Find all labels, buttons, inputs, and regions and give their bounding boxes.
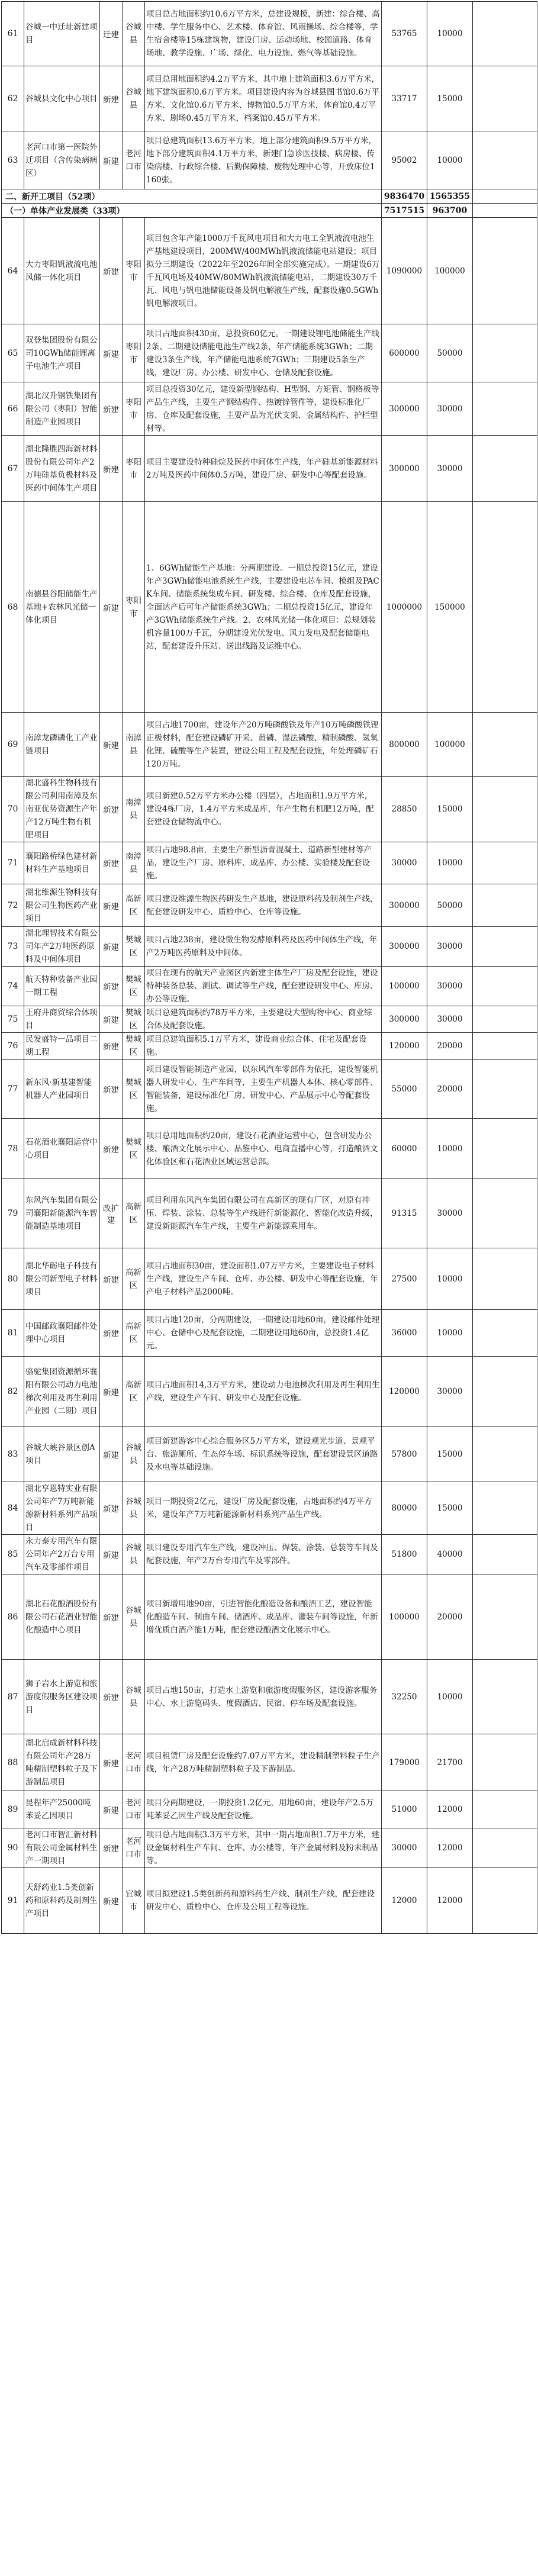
table-row <box>2 1006 537 1033</box>
annual-investment: 15000 <box>427 1427 473 1482</box>
table-row <box>2 1310 537 1357</box>
project-name: 湖北维源生物科技有限公司生物医药产业项目 <box>24 884 100 927</box>
project-name: 骆驼集团资源循环襄阳有限公司动力电池梯次利用及再生利用产业园（二期）项目 <box>24 1357 100 1427</box>
row-number: 71 <box>2 842 24 884</box>
project-name: 永力泰专用汽车有限公司年产2万台专用汽车及零部件项目 <box>24 1535 100 1574</box>
total-investment: 179000 <box>382 1734 427 1791</box>
remarks-cell <box>473 131 537 189</box>
annual-investment: 12000 <box>427 1868 473 1934</box>
annual-investment: 100000 <box>427 713 473 777</box>
project-location: 枣阳市 <box>123 436 145 502</box>
row-number: 91 <box>2 1868 24 1934</box>
construction-type: 新建 <box>100 884 123 927</box>
table-row <box>2 1791 537 1828</box>
table-row <box>2 1427 537 1482</box>
construction-type: 新建 <box>100 324 123 382</box>
table-row <box>2 502 537 713</box>
remarks-cell <box>473 324 537 382</box>
remarks-cell <box>473 1660 537 1734</box>
project-location: 樊城区 <box>123 1119 145 1179</box>
construction-type: 改扩建 <box>100 1179 123 1248</box>
construction-type: 新建 <box>100 1006 123 1033</box>
construction-type: 新建 <box>100 1310 123 1357</box>
row-number: 68 <box>2 502 24 713</box>
row-number: 62 <box>2 66 24 131</box>
project-description: 1、6GWh储能生产基地：分两期建设。一期总投资15亿元，建设年产3GWh储能电池系统生产线，主要建设电芯车间、模组及PACK车间、储能系统集成车间、研发楼、综合楼、仓库及配套设施，全面达产后可年产储能系统3GWh；二期总投资15亿元，建设年产3GWh储能系统生产线。2、农林风光储一体化项目：总规划装机容量100万千瓦，分期建设光伏发电、风力发电及配套储能电站，配套建设升压站、送出线路及运维中心。 <box>145 502 382 713</box>
table-row <box>2 1248 537 1310</box>
project-location: 枣阳市 <box>123 218 145 324</box>
total-investment: 95002 <box>382 131 427 189</box>
construction-type: 迁建 <box>100 2 123 66</box>
project-name: 老河口市智汇新材料有限公司金属材料生产一期项目 <box>24 1828 100 1868</box>
remarks-cell <box>473 1574 537 1660</box>
total-investment: 600000 <box>382 324 427 382</box>
row-number: 84 <box>2 1482 24 1535</box>
project-description: 项目分两期建设，一期投资1.2亿元，用地60亩，建设年产2.5万吨苯妥乙因生产线及配套设施。 <box>145 1791 382 1828</box>
project-location: 谷城县 <box>123 1574 145 1660</box>
project-name: 湖北理智技术有限公司年产2万吨医药原料及中间体项目 <box>24 927 100 967</box>
project-description: 项目占地120亩，分两期建设，一期建设用地60亩，建设邮件处理中心、仓储中心及配套设施，二期建设用地60亩，总投资1.4亿元。 <box>145 1310 382 1357</box>
construction-type: 新建 <box>100 502 123 713</box>
section-total-investment: 9836470 <box>382 189 427 204</box>
remarks-cell <box>473 1791 537 1828</box>
construction-type: 新建 <box>100 436 123 502</box>
construction-type: 新建 <box>100 1248 123 1310</box>
table-row <box>2 842 537 884</box>
section-annual-investment: 963700 <box>427 204 473 218</box>
project-description: 项目占地面积30亩，建设面积1.07万平方米，主要建设电子材料生产线，建设生产车间、仓库、办公楼、研发中心等配套设施，年产电子材料产品2000吨。 <box>145 1248 382 1310</box>
remarks-cell <box>473 1310 537 1357</box>
row-number: 76 <box>2 1033 24 1060</box>
project-name: 王府井商贸综合体项目 <box>24 1006 100 1033</box>
row-number: 90 <box>2 1828 24 1868</box>
project-location: 谷城县 <box>123 1427 145 1482</box>
remarks-cell <box>473 1060 537 1119</box>
row-number: 67 <box>2 436 24 502</box>
project-name: 新东风·新基建智能机器人产业园项目 <box>24 1060 100 1119</box>
table-row <box>2 1119 537 1179</box>
annual-investment: 20000 <box>427 1033 473 1060</box>
row-number: 83 <box>2 1427 24 1482</box>
construction-type: 新建 <box>100 1033 123 1060</box>
project-description: 项目总建筑面积5.1万平方米，建设商业综合体、住宅及配套设施。 <box>145 1033 382 1060</box>
remarks-cell <box>473 1006 537 1033</box>
table-row <box>2 1660 537 1734</box>
project-description: 项目占地98.8亩，主要生产新型沥青混凝土、道路新型建材等产品，建设生产厂房、原料库、成品库、办公楼、实验楼及配套设施。 <box>145 842 382 884</box>
project-name: 东风汽车集团有限公司襄阳新能源汽车智能制造基地项目 <box>24 1179 100 1248</box>
project-name: 航天特种装备产业园一期工程 <box>24 967 100 1006</box>
total-investment: 51000 <box>382 1791 427 1828</box>
annual-investment: 30000 <box>427 1179 473 1248</box>
project-description: 项目总占地面积3.3万平方米，其中一期占地面积1.7万平方米，建设金属材料生产车间、仓库、办公楼等，年产金属材料及粉末制品等。 <box>145 1828 382 1868</box>
annual-investment: 10000 <box>427 131 473 189</box>
total-investment: 800000 <box>382 713 427 777</box>
remarks-cell <box>473 1828 537 1868</box>
table-row <box>2 131 537 189</box>
project-description: 项目占地面积430亩，总投资60亿元。一期建设锂电池储能生产线2条、二期建设储能电池生产线2条，年产储能系统3GWh；二期建设3条生产线，年产储能电池系统7GWh；三期建设5条生产线，建设厂房、办公楼、研发中心、仓储及配套设施。 <box>145 324 382 382</box>
row-number: 80 <box>2 1248 24 1310</box>
project-description: 项目租赁厂房及配套设施约7.07万平方米，建设精制塑料粒子生产线，年产28万吨精制塑料粒子及下游制品。 <box>145 1734 382 1791</box>
remarks-cell <box>473 436 537 502</box>
project-location: 老河口市 <box>123 1791 145 1828</box>
project-name: 昆程年产25000吨苯妥乙因项目 <box>24 1791 100 1828</box>
construction-type: 新建 <box>100 66 123 131</box>
construction-type: 新建 <box>100 1119 123 1179</box>
row-number: 69 <box>2 713 24 777</box>
project-name: 湖北石花酿酒股份有限公司石花酒业智能化酿造中心项目 <box>24 1574 100 1660</box>
table-row <box>2 713 537 777</box>
total-investment: 60000 <box>382 1119 427 1179</box>
total-investment: 300000 <box>382 927 427 967</box>
project-description: 项目总占地面积约10.6万平方米，总建设规模，新建：综合楼、高中楼、学生服务中心、艺术楼、体育馆、风雨操场、综合楼等，学生宿舍楼等15栋建筑物，建设门房、运动场地、校园道路、体育场地、教学设施、广场、绿化、电力设施、燃气等基础设施。 <box>145 2 382 66</box>
remarks-cell <box>473 1357 537 1427</box>
project-name: 湖北汉升钢铁集团有限公司（枣阳）智能制造产业园项目 <box>24 382 100 436</box>
total-investment: 120000 <box>382 1357 427 1427</box>
total-investment: 32250 <box>382 1660 427 1734</box>
project-location: 谷城县 <box>123 1482 145 1535</box>
annual-investment: 10000 <box>427 842 473 884</box>
annual-investment: 30000 <box>427 967 473 1006</box>
project-name: 石花酒业襄阳运营中心项目 <box>24 1119 100 1179</box>
project-location: 宜城市 <box>123 1868 145 1934</box>
remarks-cell <box>473 66 537 131</box>
project-location: 高新区 <box>123 1357 145 1427</box>
project-description: 项目拟建设1.5类创新药和原料药生产线、制剂生产线，配套建设研发中心、质检中心、仓库及公用工程等设施。 <box>145 1868 382 1934</box>
row-number: 75 <box>2 1006 24 1033</box>
project-location: 枣阳市 <box>123 502 145 713</box>
project-location: 南漳县 <box>123 842 145 884</box>
construction-type: 新建 <box>100 1574 123 1660</box>
project-description: 项目利用东风汽车集团有限公司在高新区的现有厂区，对原有冲压、焊装、涂装、总装等生产线进行新能源化、智能化改造升级，建设新能源汽车生产线，主要生产新能源乘用车。 <box>145 1179 382 1248</box>
annual-investment: 100000 <box>427 218 473 324</box>
project-description: 项目总投资30亿元，建设新型钢结构、H型钢、方矩管、钢格板等产品生产线，主要生产钢结构件、热镀锌管件等，建设标准化厂房、仓库及配套设施，主要产品为光伏支架、金属结构件、护栏型材等。 <box>145 382 382 436</box>
project-name: 湖北华砺电子科技有限公司新型电子材料项目 <box>24 1248 100 1310</box>
total-investment: 30000 <box>382 842 427 884</box>
project-description: 项目占地238亩，建设微生物发酵原料药及医药中间体生产线，年产2万吨医药原料及中间体。 <box>145 927 382 967</box>
annual-investment: 10000 <box>427 1310 473 1357</box>
project-location: 枣阳市 <box>123 324 145 382</box>
project-name: 湖北亨恩特实业有限公司年产7万吨新能源新材料系列产品项目 <box>24 1482 100 1535</box>
annual-investment: 10000 <box>427 1119 473 1179</box>
project-location: 樊城区 <box>123 927 145 967</box>
total-investment: 51800 <box>382 1535 427 1574</box>
row-number: 77 <box>2 1060 24 1119</box>
project-location: 枣阳市 <box>123 382 145 436</box>
row-number: 85 <box>2 1535 24 1574</box>
annual-investment: 15000 <box>427 777 473 842</box>
row-number: 79 <box>2 1179 24 1248</box>
total-investment: 91315 <box>382 1179 427 1248</box>
project-name: 大力枣阳钒液流电池风储一体化项目 <box>24 218 100 324</box>
construction-type: 新建 <box>100 131 123 189</box>
row-number: 70 <box>2 777 24 842</box>
remarks-cell <box>473 382 537 436</box>
remarks-cell <box>473 2 537 66</box>
remarks-cell <box>473 218 537 324</box>
project-description: 项目总建筑面积13.6万平方米，地上部分建筑面积9.5万平方米，地下部分建筑面积4.1万平方米，新建门急诊医技楼、病房楼、传染病楼、行政综合楼、后勤保障楼、废物处理中心等，开放床位1160张。 <box>145 131 382 189</box>
annual-investment: 12000 <box>427 1828 473 1868</box>
total-investment: 300000 <box>382 884 427 927</box>
project-location: 谷城县 <box>123 1660 145 1734</box>
remarks-cell <box>473 1427 537 1482</box>
remarks-cell <box>473 1179 537 1248</box>
construction-type: 新建 <box>100 1868 123 1934</box>
table-row <box>2 884 537 927</box>
table-row <box>2 2 537 66</box>
annual-investment: 50000 <box>427 884 473 927</box>
remarks-cell <box>473 1033 537 1060</box>
total-investment: 57800 <box>382 1427 427 1482</box>
total-investment: 30000 <box>382 1828 427 1868</box>
annual-investment: 40000 <box>427 1535 473 1574</box>
table-row <box>2 1828 537 1868</box>
total-investment: 28850 <box>382 777 427 842</box>
remarks-cell <box>473 1482 537 1535</box>
remarks-cell <box>473 1734 537 1791</box>
construction-type: 新建 <box>100 382 123 436</box>
remarks-cell <box>473 502 537 713</box>
project-description: 项目占地150亩，打造水上游览和旅游度假服务区，建设游客服务中心、水上游览码头、度假酒店、民宿、停车场及配套设施。 <box>145 1660 382 1734</box>
project-description: 项目新建游客中心综合服务区5万平方米，建设观光步道、景观平台、旅游厕所、生态停车场、标识系统等设施，配套建设景区道路及水电等基础设施。 <box>145 1427 382 1482</box>
total-investment: 36000 <box>382 1310 427 1357</box>
section-row <box>2 204 537 218</box>
remarks-cell <box>473 1248 537 1310</box>
total-investment: 300000 <box>382 382 427 436</box>
annual-investment: 15000 <box>427 1482 473 1535</box>
construction-type: 新建 <box>100 1427 123 1482</box>
project-location: 樊城区 <box>123 1060 145 1119</box>
project-name: 双登集团股份有限公司10GWh储能锂离子电池生产项目 <box>24 324 100 382</box>
row-number: 63 <box>2 131 24 189</box>
total-investment: 120000 <box>382 1033 427 1060</box>
construction-type: 新建 <box>100 967 123 1006</box>
project-location: 樊城区 <box>123 1033 145 1060</box>
total-investment: 1090000 <box>382 218 427 324</box>
project-description: 项目总用地面积约20亩，建设石花酒业运营中心，包含研发办公楼、酿酒文化展示中心、品鉴中心、电商直播中心等，打造酿酒文化体验区和石花酒业区域运营总部。 <box>145 1119 382 1179</box>
project-description: 项目总用地面积约4.2万平方米，其中地上建筑面积3.6万平方米，地下建筑面积0.6万平方米。项目建设内容为谷城县图书馆0.6万平方米、文化馆0.6万平方米、博物馆0.5万平方米，体育馆0.4万平方米、剧场0.45万平方米，档案馆0.45万平方米。 <box>145 66 382 131</box>
construction-type: 新建 <box>100 927 123 967</box>
annual-investment: 50000 <box>427 324 473 382</box>
annual-investment: 150000 <box>427 502 473 713</box>
section-row <box>2 189 537 204</box>
annual-investment: 30000 <box>427 1357 473 1427</box>
section-annual-investment: 1565355 <box>427 189 473 204</box>
row-number: 86 <box>2 1574 24 1660</box>
project-location: 樊城区 <box>123 1006 145 1033</box>
construction-type: 新建 <box>100 1357 123 1427</box>
remarks-cell <box>473 842 537 884</box>
section-total-investment: 7517515 <box>382 204 427 218</box>
construction-type: 新建 <box>100 713 123 777</box>
project-name: 谷城县文化中心项目 <box>24 66 100 131</box>
table-row <box>2 324 537 382</box>
annual-investment: 20000 <box>427 1060 473 1119</box>
row-number: 72 <box>2 884 24 927</box>
project-name: 中国邮政襄阳邮件处理中心项目 <box>24 1310 100 1357</box>
table-row <box>2 1535 537 1574</box>
row-number: 74 <box>2 967 24 1006</box>
section-empty-cell <box>473 189 537 204</box>
table-row <box>2 1482 537 1535</box>
project-name: 襄阳路桥绿色建材新材料生产基地项目 <box>24 842 100 884</box>
project-location: 南漳县 <box>123 713 145 777</box>
row-number: 87 <box>2 1660 24 1734</box>
construction-type: 新建 <box>100 842 123 884</box>
section-label: 二、新开工项目（52项） <box>2 189 382 204</box>
row-number: 78 <box>2 1119 24 1179</box>
remarks-cell <box>473 1868 537 1934</box>
table-row <box>2 66 537 131</box>
project-description: 项目一期投资2亿元，建设厂房及配套设施，占地面积约4万平方米，建设年产7万吨新能源新材料系列产品生产线。 <box>145 1482 382 1535</box>
remarks-cell <box>473 967 537 1006</box>
project-location: 高新区 <box>123 1179 145 1248</box>
project-location: 高新区 <box>123 884 145 927</box>
remarks-cell <box>473 713 537 777</box>
project-description: 项目占地1700亩，建设年产20万吨磷酸铁及年产10万吨磷酸铁锂正极材料，配套建设磷矿开采、黄磷、湿法磷酸、精制磷酸、氢氧化锂、硫酸等生产装置，建设公用工程及配套设施，年处理磷矿石120万吨。 <box>145 713 382 777</box>
project-description: 项目包含年产能1000万千瓦风电项目和大力电工全钒液流电池生产基地建设项目，200MW/400MWh钒液流储能电站建设；项目拟分三期建设（2022年至2026年间全部实施完成）。一期建设6万千瓦风电场及40MW/80MWh钒液流储能电站，二期建设30万千瓦、风电与钒电池储能设备及钒电解液生产线，配套设施0.5GWh钒电解液项目。 <box>145 218 382 324</box>
total-investment: 55000 <box>382 1060 427 1119</box>
construction-type: 新建 <box>100 1482 123 1535</box>
annual-investment: 10000 <box>427 2 473 66</box>
total-investment: 53765 <box>382 2 427 66</box>
table-row <box>2 218 537 324</box>
project-description: 项目总建筑面积约78万平方米，主要建设大型购物中心、商业综合体及配套设施。 <box>145 1006 382 1033</box>
project-name: 民发盛特一品项目二期工程 <box>24 1033 100 1060</box>
project-name: 湖北隆胜四海新材料股份有限公司年产2万吨硅基负极材料及医药中间体生产项目 <box>24 436 100 502</box>
table-row <box>2 1060 537 1119</box>
table-row <box>2 967 537 1006</box>
construction-type: 新建 <box>100 777 123 842</box>
table-row <box>2 1734 537 1791</box>
table-row <box>2 1033 537 1060</box>
project-location: 高新区 <box>123 1310 145 1357</box>
table-row <box>2 436 537 502</box>
row-number: 66 <box>2 382 24 436</box>
project-name: 天舒药业1.5类创新药和原料药及制剂生产项目 <box>24 1868 100 1934</box>
project-location: 樊城区 <box>123 967 145 1006</box>
table-row <box>2 1868 537 1934</box>
total-investment: 300000 <box>382 1006 427 1033</box>
table-row <box>2 1357 537 1427</box>
row-number: 73 <box>2 927 24 967</box>
section-empty-cell <box>473 204 537 218</box>
project-location: 老河口市 <box>123 1828 145 1868</box>
remarks-cell <box>473 1119 537 1179</box>
construction-type: 新建 <box>100 1660 123 1734</box>
project-location: 谷城县 <box>123 2 145 66</box>
project-name: 南漳龙磷磷化工产业链项目 <box>24 713 100 777</box>
project-location: 老河口市 <box>123 131 145 189</box>
construction-type: 新建 <box>100 1060 123 1119</box>
construction-type: 新建 <box>100 218 123 324</box>
project-name: 谷城大峡谷景区创A项目 <box>24 1427 100 1482</box>
total-investment: 1000000 <box>382 502 427 713</box>
remarks-cell <box>473 884 537 927</box>
annual-investment: 12000 <box>427 1791 473 1828</box>
row-number: 65 <box>2 324 24 382</box>
row-number: 64 <box>2 218 24 324</box>
row-number: 61 <box>2 2 24 66</box>
annual-investment: 30000 <box>427 382 473 436</box>
project-location: 高新区 <box>123 1248 145 1310</box>
project-name: 老河口市第一医院外迁项目（含传染病病区） <box>24 131 100 189</box>
project-description: 项目新增用地90亩，引进智能化酿造设备和酿酒工艺，建设智能化酿造车间、制曲车间、储酒库、成品库、灌装车间等设施，年新增优质白酒产能1万吨，配套建设酿酒文化展示中心。 <box>145 1574 382 1660</box>
project-name: 狮子岩水上游览和旅游度假服务区建设项目 <box>24 1660 100 1734</box>
project-name: 南德县谷阳储能生产基地+农林风光储一体化项目 <box>24 502 100 713</box>
annual-investment: 21700 <box>427 1734 473 1791</box>
annual-investment: 30000 <box>427 927 473 967</box>
table-row <box>2 1574 537 1660</box>
project-name: 湖北盛科生物科技有限公司利用南漳及东南亚优势资源生产年产12万吨生物有机肥项目 <box>24 777 100 842</box>
row-number: 82 <box>2 1357 24 1427</box>
project-location: 老河口市 <box>123 1734 145 1791</box>
annual-investment: 30000 <box>427 1006 473 1033</box>
project-description: 项目在现有的航天产业园区内新建主体生产厂房及配套设施，建设特种装备总装、测试、调试等生产线，配套建设研发中心、库房、办公等设施。 <box>145 967 382 1006</box>
project-table-body <box>2 2 537 1934</box>
row-number: 89 <box>2 1791 24 1828</box>
project-location: 南漳县 <box>123 777 145 842</box>
construction-type: 新建 <box>100 1734 123 1791</box>
annual-investment: 20000 <box>427 1574 473 1660</box>
remarks-cell <box>473 1535 537 1574</box>
row-number: 81 <box>2 1310 24 1357</box>
annual-investment: 15000 <box>427 66 473 131</box>
row-number: 88 <box>2 1734 24 1791</box>
project-name: 谷城一中迁址新建项目 <box>24 2 100 66</box>
total-investment: 100000 <box>382 1574 427 1660</box>
project-description: 项目建设专用汽车生产线，建设冲压、焊装、涂装、总装等车间及配套设施，年产2万台专用汽车及零部件。 <box>145 1535 382 1574</box>
annual-investment: 30000 <box>427 436 473 502</box>
total-investment: 33717 <box>382 66 427 131</box>
project-description: 项目建设维源生物医药研发生产基地，建设原料药及制剂生产线，配套建设研发中心、质检中心、仓库等设施。 <box>145 884 382 927</box>
remarks-cell <box>473 927 537 967</box>
project-description: 项目建设智能制造产业园，以东风汽车零部件为依托，建设智能机器人研发中心、生产车间等，主要生产机器人本体、核心零部件、智能装备，建设标准化厂房、研发中心、产品展示中心等配套设施。 <box>145 1060 382 1119</box>
total-investment: 27500 <box>382 1248 427 1310</box>
project-location: 谷城县 <box>123 1535 145 1574</box>
remarks-cell <box>473 777 537 842</box>
project-table <box>1 1 537 1934</box>
annual-investment: 10000 <box>427 1660 473 1734</box>
construction-type: 新建 <box>100 1828 123 1868</box>
total-investment: 100000 <box>382 967 427 1006</box>
annual-investment: 10000 <box>427 1248 473 1310</box>
table-row <box>2 927 537 967</box>
total-investment: 80000 <box>382 1482 427 1535</box>
project-description: 项目占地面积14,3万平方米，建设动力电池梯次利用及再生利用生产线，建设生产车间、研发中心及配套设施。 <box>145 1357 382 1427</box>
total-investment: 12000 <box>382 1868 427 1934</box>
project-name: 湖北启成新材料科技有限公司年产28万吨精制塑料粒子及下游制品项目 <box>24 1734 100 1791</box>
table-row <box>2 777 537 842</box>
table-row <box>2 1179 537 1248</box>
project-description: 项目主要建设特种硅烷及医药中间体生产线，年产硅基新能源材料2万吨及医药中间体0.5万吨，建设厂房、研发中心等配套设施。 <box>145 436 382 502</box>
construction-type: 新建 <box>100 1535 123 1574</box>
project-location: 谷城县 <box>123 66 145 131</box>
section-label: （一）单体产业发展类（33项） <box>2 204 382 218</box>
total-investment: 300000 <box>382 436 427 502</box>
project-description: 项目新建0.52万平方米办公楼（四层），占地面积1.9万平方米，建设4栋厂房，1.4万平方米成品库，年产生物有机肥12万吨，配套建设仓储物流中心。 <box>145 777 382 842</box>
construction-type: 新建 <box>100 1791 123 1828</box>
table-row <box>2 382 537 436</box>
